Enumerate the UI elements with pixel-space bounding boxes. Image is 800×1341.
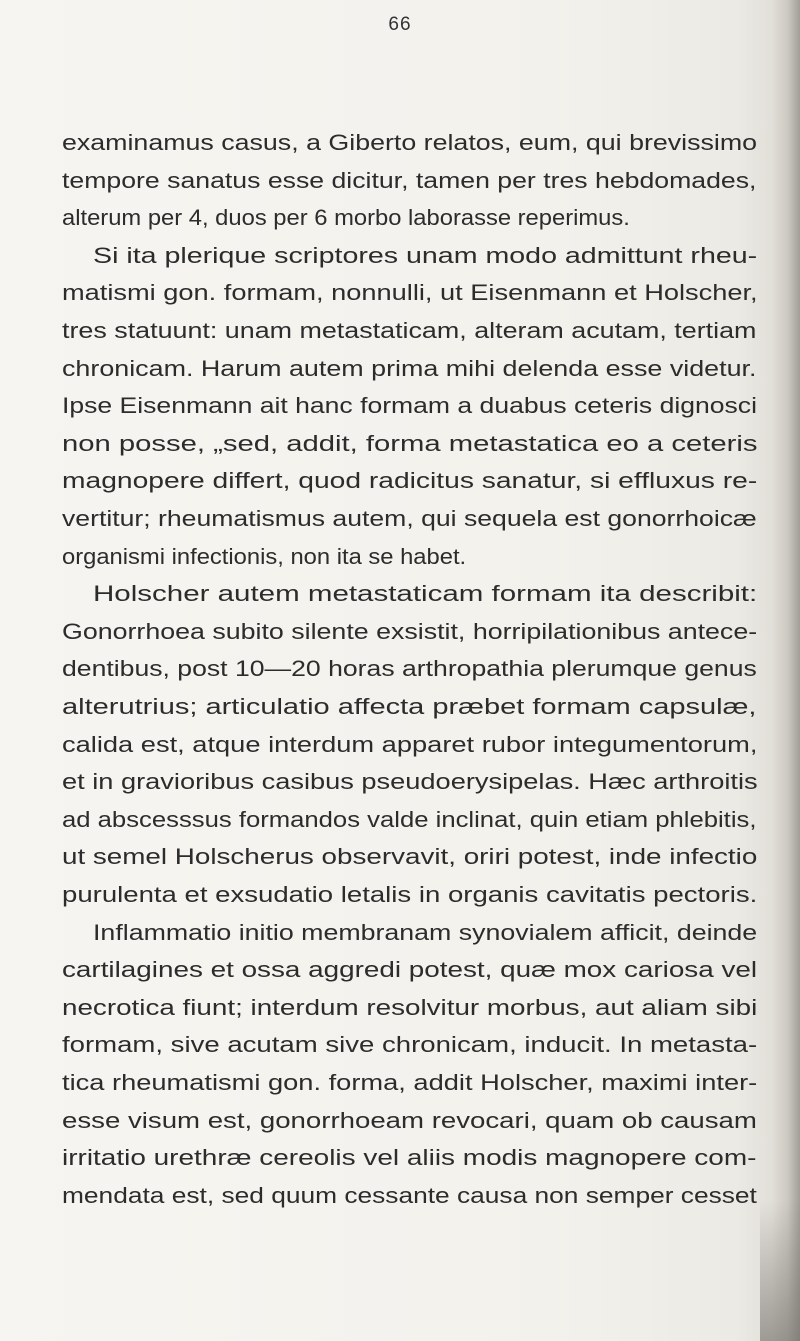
text-line: tica rheumatismi gon. forma, addit Holscher, maximi inter- — [62, 1070, 758, 1095]
text-line: calida est, atque interdum apparet rubor integumentorum, — [62, 731, 758, 757]
text-line: Si ita plerique scriptores unam modo admittunt rheu- — [93, 242, 758, 268]
text-line: vertitur; rheumatismus autem, qui sequela est gonorrhoicæ — [62, 506, 757, 531]
text-line: alterutrius; articulatio affecta præbet formam capsulæ, — [62, 694, 757, 719]
text-line: magnopere differt, quod radicitus sanatur, si effluxus re- — [62, 468, 758, 494]
text-line: esse visum est, gonorrhoeam revocari, quam ob causam — [62, 1107, 757, 1133]
text-line: et in gravioribus casibus pseudoerysipelas. Hæc arthroitis — [62, 769, 758, 795]
page-binding-edge — [772, 0, 800, 1341]
text-line: irritatio urethræ cereolis vel aliis modis magnopere com- — [62, 1145, 757, 1171]
text-line: Gonorrhoea subito silente exsistit, horripilationibus antece- — [62, 618, 758, 644]
text-line: examinamus casus, a Giberto relatos, eum, qui brevissimo — [62, 130, 758, 155]
text-line: Ipse Eisenmann ait hanc formam a duabus ceteris dignosci — [62, 393, 757, 419]
text-line: necrotica fiunt; interdum resolvitur morbus, aut aliam sibi — [62, 994, 758, 1020]
text-line: ad abscesssus formandos valde inclinat, quin etiam phlebitis, — [62, 806, 757, 832]
text-line: chronicam. Harum autem prima mihi delenda esse videtur. — [62, 355, 757, 381]
page-number: 66 — [388, 14, 412, 35]
text-line: Inflammatio initio membranam synovialem afficit, deinde — [93, 919, 758, 945]
text-line: non posse, „sed, addit, forma metastatica eo a ceteris — [62, 430, 758, 456]
text-line: tres statuunt: unam metastaticam, alteram acutam, tertiam — [62, 318, 757, 343]
text-line: ut semel Holscherus observavit, oriri potest, inde infectio — [62, 844, 758, 870]
text-line: tempore sanatus esse dicitur, tamen per tres hebdomades, — [62, 167, 757, 193]
text-line: Holscher autem metastaticam formam ita describit: — [93, 581, 758, 607]
text-line: dentibus, post 10—20 horas arthropathia plerumque genus — [62, 656, 757, 682]
text-line: alterum per 4, duos per 6 morbo laborasse reperimus. — [62, 205, 630, 231]
page-corner-shadow — [760, 1200, 800, 1341]
text-line: organismi infectionis, non ita se habet. — [62, 543, 467, 569]
text-line: formam, sive acutam sive chronicam, inducit. In metasta- — [62, 1032, 758, 1058]
text-line: matismi gon. formam, nonnulli, ut Eisenmann et Holscher, — [62, 280, 758, 306]
text-line: purulenta et exsudatio letalis in organis cavitatis pectoris. — [62, 882, 758, 907]
text-line: cartilagines et ossa aggredi potest, quæ mox cariosa vel — [62, 957, 758, 983]
text-line: mendata est, sed quum cessante causa non semper cesset — [62, 1182, 757, 1208]
